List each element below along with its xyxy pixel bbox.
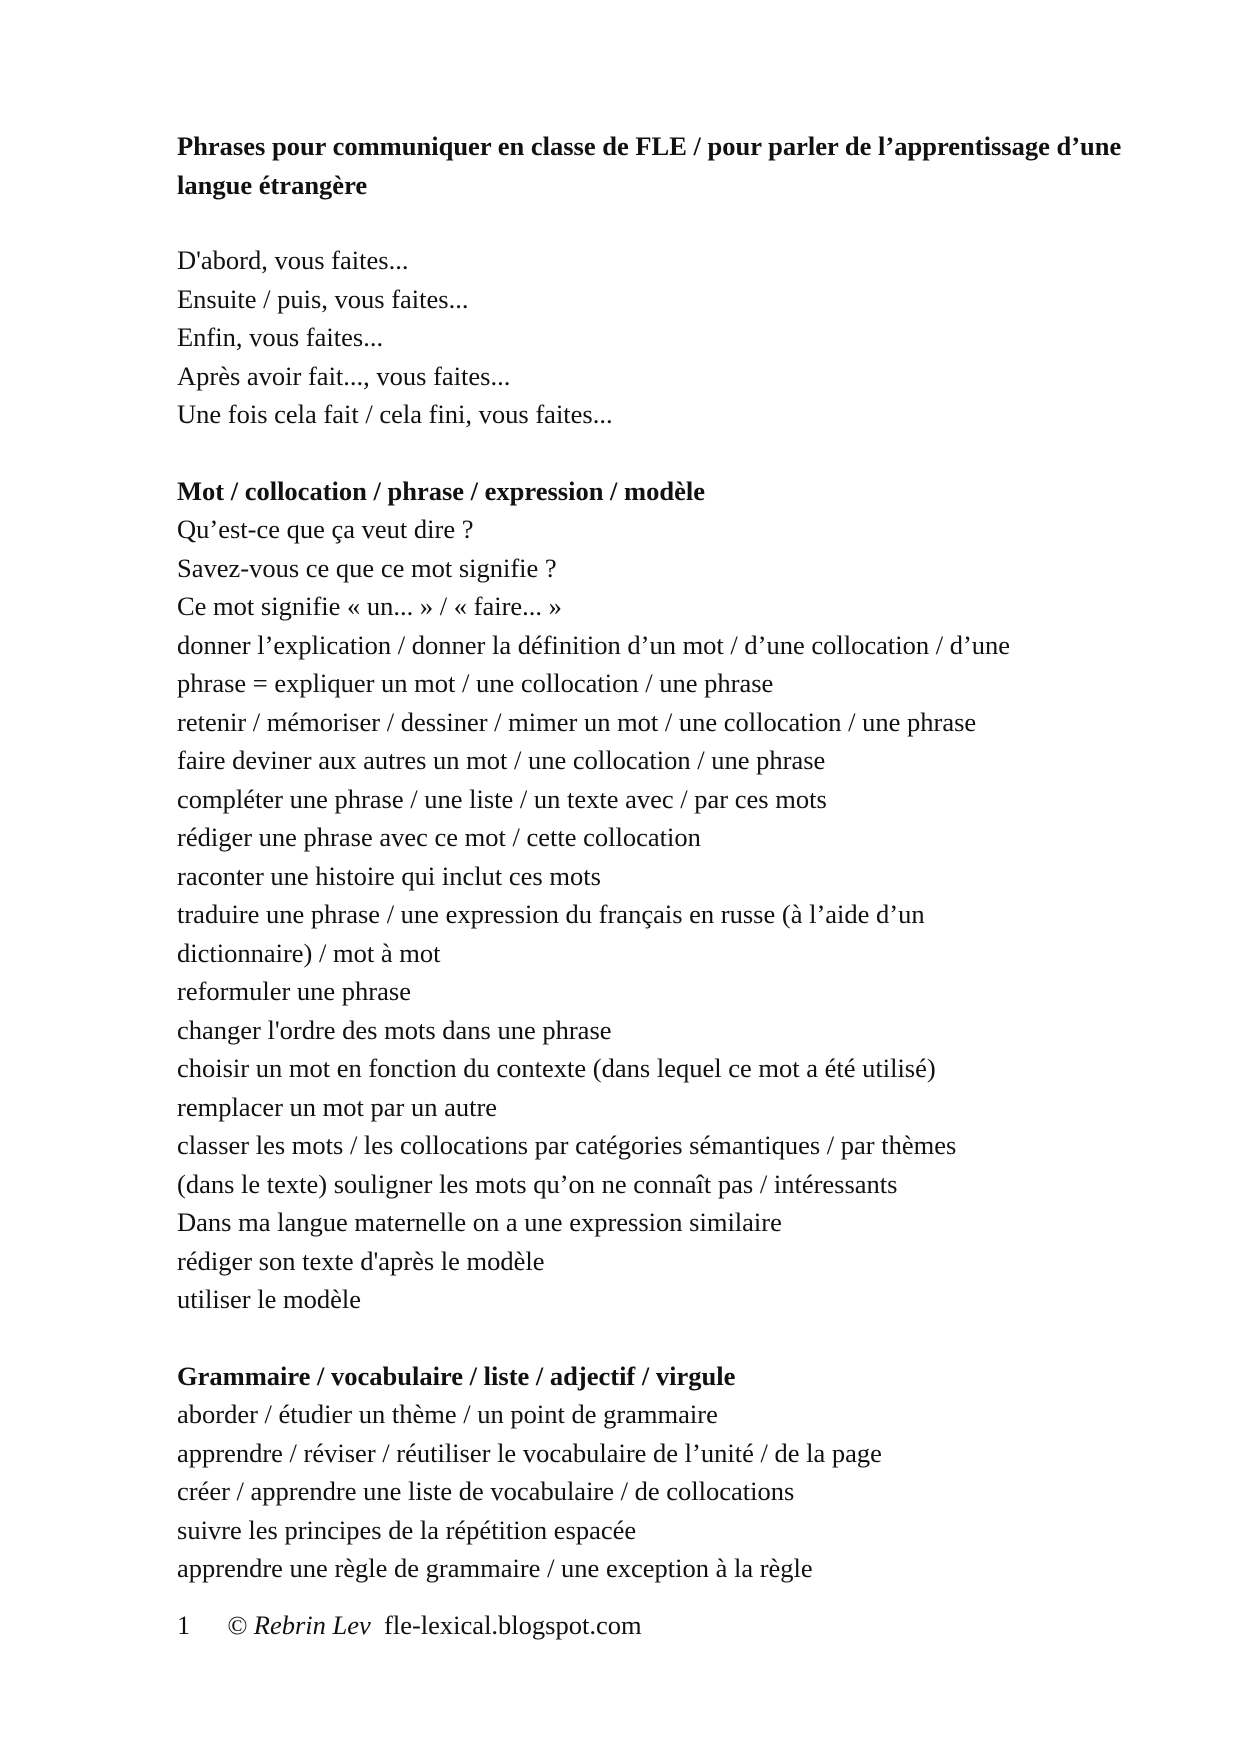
text-line: rédiger une phrase avec ce mot / cette collocation (177, 822, 701, 852)
text-line: choisir un mot en fonction du contexte (dans lequel ce mot a été utilisé) (177, 1053, 936, 1083)
text-line: (dans le texte) souligner les mots qu’on ne connaît pas / intéressants (177, 1168, 898, 1199)
text-line: Dans ma langue maternelle on a une expression similaire (177, 1207, 782, 1237)
text-line: phrase = expliquer un mot / une collocation / une phrase (177, 668, 774, 698)
website-url: fle-lexical.blogspot.com (384, 1610, 642, 1640)
text-line: changer l'ordre des mots dans une phrase (177, 1014, 612, 1045)
section-heading: Mot / collocation / phrase / expression / modèle (177, 475, 705, 506)
document-title: Phrases pour communiquer en classe de FLE / pour parler de l’apprentissage d’une langue étrangère (177, 131, 1122, 200)
text-line: retenir / mémoriser / dessiner / mimer un mot / une collocation / une phrase (177, 706, 977, 737)
text-line: rédiger son texte d'après le modèle (177, 1245, 545, 1276)
text-line: raconter une histoire qui inclut ces mots (177, 860, 601, 891)
text-line: utiliser le modèle (177, 1284, 361, 1314)
page-number: 1 (177, 1610, 191, 1640)
text-line: reformuler une phrase (177, 976, 411, 1006)
section-3 (177, 1357, 1187, 1588)
text-line: suivre les principes de la répétition espacée (177, 1514, 637, 1545)
text-line: faire deviner aux autres un mot / une collocation / une phrase (177, 745, 826, 775)
text-line: Enfin, vous faites... (177, 322, 384, 352)
text-line: dictionnaire) / mot à mot (177, 937, 441, 968)
text-line: classer les mots / les collocations par catégories sémantiques / par thèmes (177, 1130, 957, 1160)
sections-container (177, 241, 1187, 1588)
section-1 (177, 241, 1187, 434)
text-line: compléter une phrase / une liste / un texte avec / par ces mots (177, 783, 827, 814)
text-line: Après avoir fait..., vous faites... (177, 360, 511, 391)
text-line: apprendre une règle de grammaire / une exception à la règle (177, 1553, 813, 1583)
text-line: Ensuite / puis, vous faites... (177, 283, 469, 314)
text-line: Qu’est-ce que ça veut dire ? (177, 514, 474, 544)
text-line: remplacer un mot par un autre (177, 1091, 498, 1122)
text-line: D'abord, vous faites... (177, 245, 409, 275)
copyright-author: © Rebrin Lev (227, 1610, 371, 1640)
text-line: Ce mot signifie « un... » / « faire... » (177, 591, 562, 621)
text-line: apprendre / réviser / réutiliser le vocabulaire de l’unité / de la page (177, 1437, 882, 1468)
text-line: aborder / étudier un thème / un point de grammaire (177, 1399, 718, 1429)
text-line: Savez-vous ce que ce mot signifie ? (177, 552, 557, 583)
text-line: créer / apprendre une liste de vocabulaire / de collocations (177, 1476, 795, 1506)
page-footer (177, 1609, 642, 1641)
section-2 (177, 472, 1187, 1319)
text-line: donner l’explication / donner la définition d’un mot / d’une collocation / d’une (177, 629, 1011, 660)
document-content (177, 127, 1187, 1626)
text-line: Une fois cela fait / cela fini, vous faites... (177, 399, 613, 429)
section-heading: Grammaire / vocabulaire / liste / adjectif / virgule (177, 1360, 736, 1391)
text-line: traduire une phrase / une expression du français en russe (à l’aide d’un (177, 899, 925, 929)
